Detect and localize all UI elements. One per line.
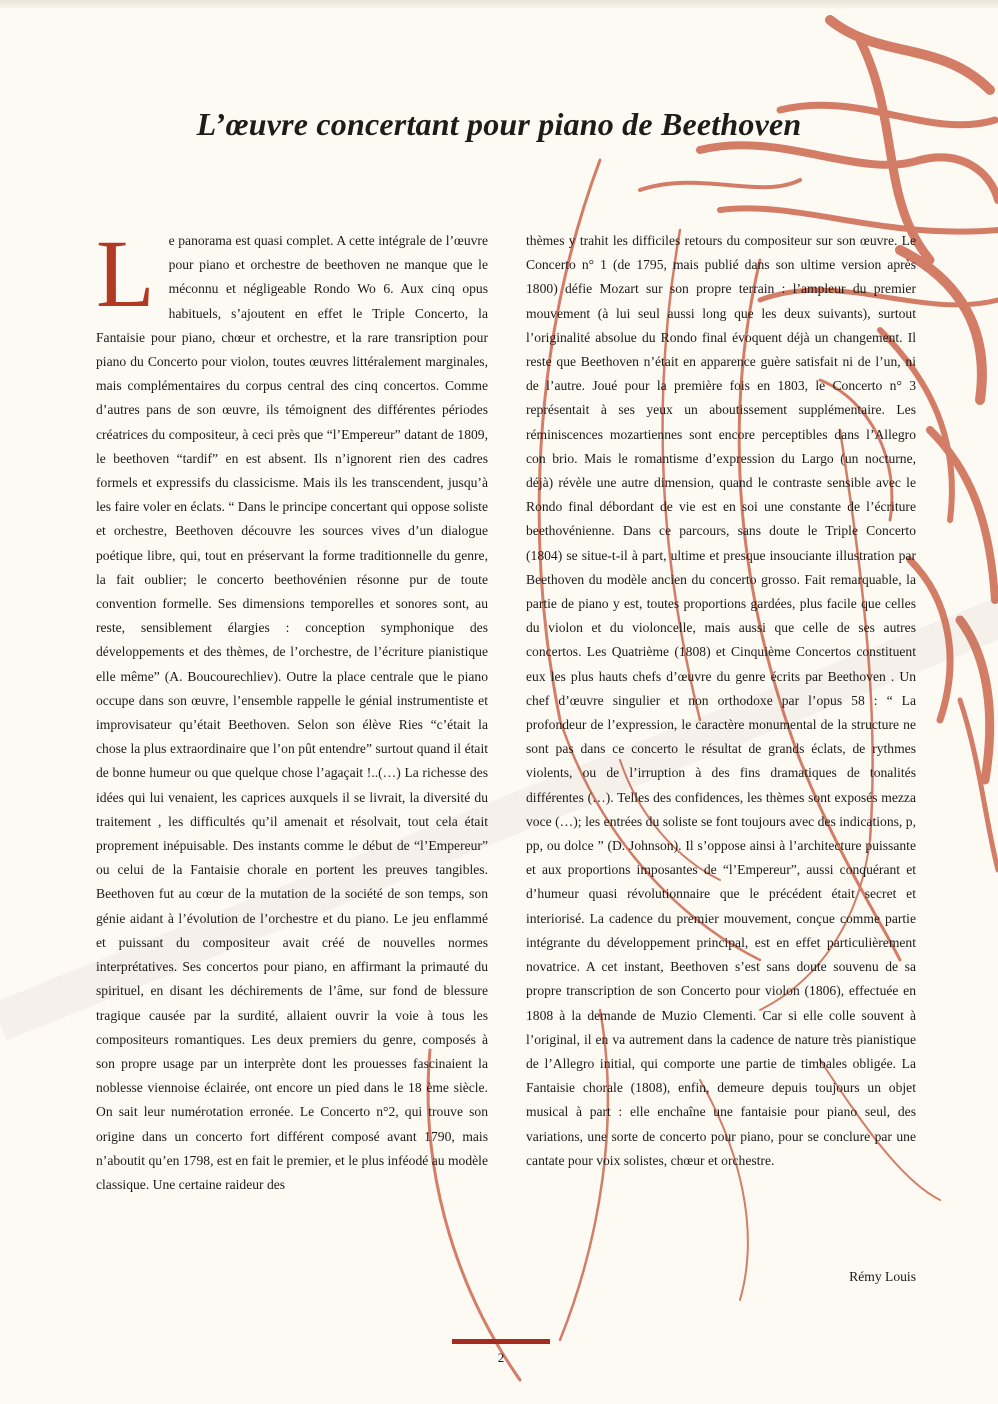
article-text-right: thèmes y trahit les difficiles retours du compositeur sur son œuvre. Le Concerto n° 1 (de 1795, mais publié dans son ultime version après 1800) défie Mozart sur son propre terrain : l’ampleur du premier mouvement (à lui seul aussi long que les deux suivants), surtout l’originalité absolue du Rondo final évoquent déjà un changement. Il reste que Beethoven n’était en apparence guère satisfait ni de l’un, ni de l’autre. Joué pour la première fois en 1803, le Concerto n° 3 représentait à ses yeux un aboutissement supplémentaire. Les réminiscences mozartiennes sont encore perceptibles dans l’Allegro con brio. Mais le romantisme d’expression du Largo (un nocturne, déjà) révèle une autre dimension, quand le contraste sensible avec le Rondo final débordant de vie est en soi une constante de l’écriture beethovénienne. Dans ce parcours, sans doute le Triple Concerto (1804) se situe-t-il à part, ultime et presque insouciante illustration par Beethoven du modèle ancien du concerto grosso. Fait remarquable, la partie de piano y est, toutes proportions gardées, plus facile que celles du violon et du violoncelle, mais aussi que celle de ses autres concertos. Les Quatrième (1808) et Cinquième Concertos constituent eux les plus hauts chefs d’œuvre du genre écrits par Beethoven . Un chef d’œuvre singulier et non orthodoxe par l’opus 58 : “ La profondeur de l’expression, le caractère monumental de la structure ne sont pas dans ce concerto le résultat de grands éclats, de rythmes violents, ou de l’irruption à des fins dramatiques de tonalités différentes (…). Telles des confidences, les thèmes sont exposés mezza voce (…); les entrées du soliste se font toujours avec des indications, p, pp, ou dolce ” (D. Johnson). Il s’oppose ainsi à l’architecture puissante et aux proportions imposantes de “l’Empereur”, aussi conquérant et d’humeur quasi révolutionnaire que le précédent était secret et interiorisé. La cadence du premier mouvement, conçue comme partie intégrante du développement principal, est en effet particulièrement novatrice. A cet instant, Beethoven s’est sans doute souvenu de sa propre transcription de son Concerto pour violon (1806), effectuée en 1808 à la demande de Muzio Clementi. Car si elle colle souvent à l’original, il en va autrement dans la cadence de nature très pianistique de l’Allegro initial, qui comporte une partie de timbales obligée. La Fantaisie chorale (1808), enfin, demeure depuis toujours un objet musical à part : elle enchaîne une fantaisie pour piano seul, des variations, une sorte de concerto pour piano, pour se conclure par une cantate pour voix solistes, chœur et orchestre. [526, 233, 916, 1168]
author-signature: Rémy Louis [849, 1269, 916, 1284]
article-column-right [526, 229, 916, 1173]
article-title: L’œuvre concertant pour piano de Beethoven [196, 106, 802, 142]
scan-edge [0, 0, 998, 10]
page-number: 2 [497, 1350, 505, 1365]
page-number-rule [452, 1339, 550, 1344]
drop-cap: L [96, 220, 155, 327]
article-column-left [96, 220, 488, 1197]
article-text-left: e panorama est quasi complet. A cette intégrale de l’œuvre pour piano et orchestre de beethoven ne manque que le méconnu et négligeable Rondo Wo 6. Aux cinq opus habituels, s’ajoutent en effet le Triple Concerto, la Fantaisie pour piano, chœur et orchestre, et la rare transription pour piano du Concerto pour violon, toutes œuvres littéralement marginales, mais complémentaires du corpus central des cinq concertos. Comme d’autres pans de son œuvre, ils témoignent des différentes périodes créatrices du compositeur, à ceci près que “l’Empereur” datant de 1809, le beethoven “tardif” en est absent. Ils n’ignorent rien des cadres formels et expressifs du classicisme. Mais ils les transcendent, jusqu’à les faire voler en éclats. “ Dans le principe concertant qui oppose soliste et orchestre, Beethoven découvre les sources vives d’un dialogue poétique libre, qui, tout en préservant la forme traditionnelle du genre, la fait oublier; le concerto beethovénien résonne pur de toute convention formelle. Ses dimensions temporelles et sonores sont, au reste, sensiblement élargies : conception symphonique des développements et des thèmes, de l’orchestre, de l’écriture pianistique elle même” (A. Boucourechliev). Outre la place centrale que le piano occupe dans son œuvre, l’ensemble rappelle le génial instrumentiste et improvisateur qu’était Beethoven. Selon son élève Ries “c’était la chose la plus extraordinaire que l’on pût entendre” surtout quand il était de bonne humeur ou que quelque chose l’agaçait !..(…) La richesse des idées qui lui venaient, les caprices auxquels il se livrait, la diversité du traitement , les difficultés qu’il amenait et résolvait, tout cela était proprement inépuisable. Des instants comme le début de “l’Empereur” ou celui de la Fantaisie chorale en portent les preuves tangibles. Beethoven fut au cœur de la mutation de la société de son temps, son génie aidant à l’évolution de l’orchestre et du piano. Le jeu enflammé et puissant du compositeur avait créé de nouvelles normes interprétatives. Ses concertos pour piano, en affirmant la primauté du spirituel, en disant les déchirements de l’âme, sur fond de blessure tragique causée par la surdité, allaient ouvrir la voie à tous les compositeurs romantiques. Les deux premiers du genre, composés à son propre usage par un interprète dont les prouesses fascinaient la noblesse viennoise éclairée, ont encore un pied dans le 18 ème siècle. On sait leur numérotation erronée. Le Concerto n°2, qui trouve son origine dans un concerto fort différent composé avant 1790, mais n’aboutit qu’en 1798, est en fait le premier, et le plus inféodé au modèle classique. Une certaine raideur des [96, 233, 488, 1192]
